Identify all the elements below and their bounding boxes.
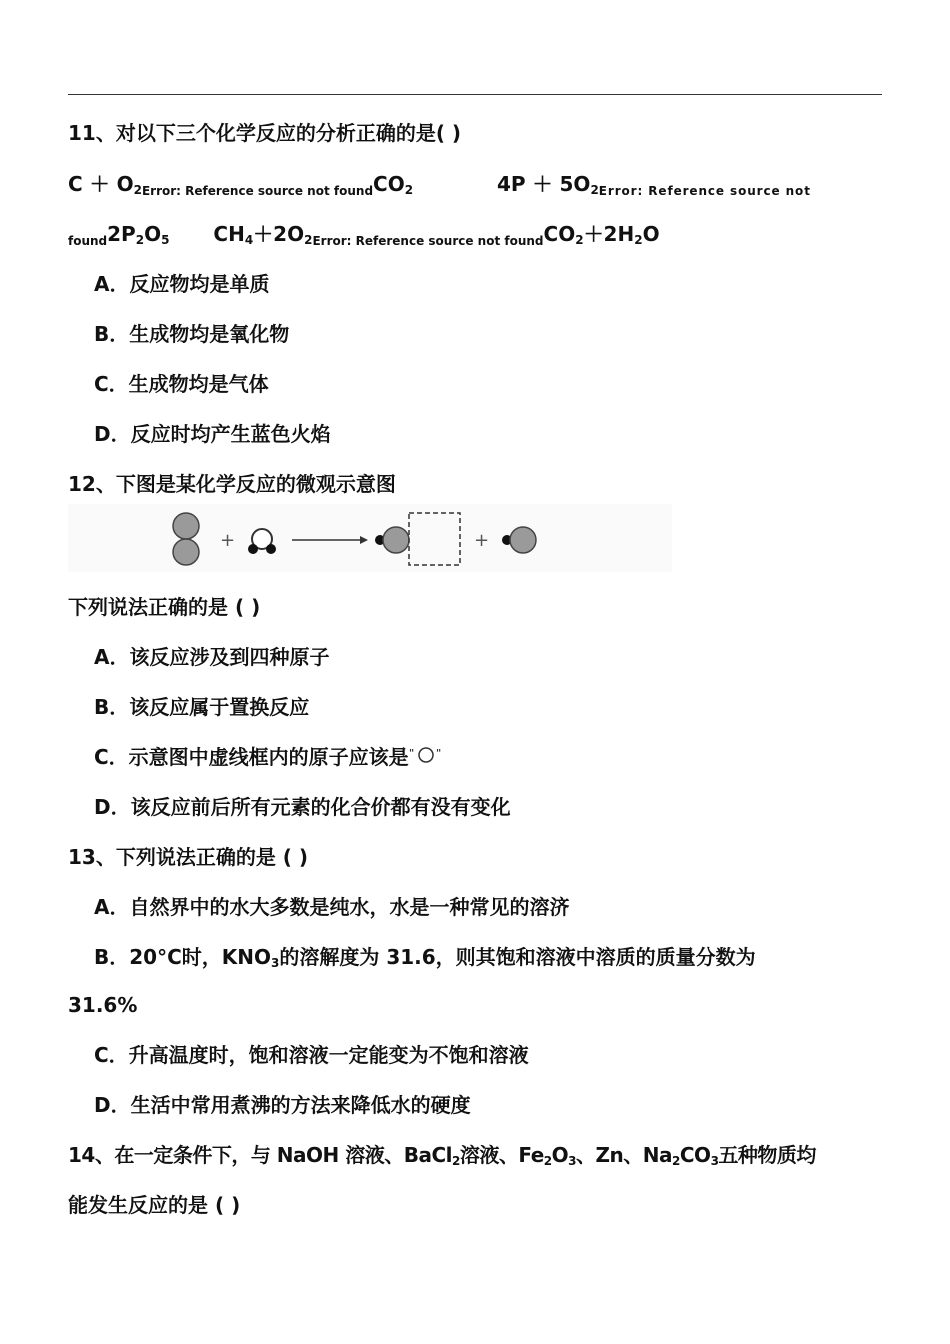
q11-option-d: D．反应时均产生蓝色火焰 xyxy=(94,422,331,446)
q14-title: 14、在一定条件下，与 NaOH 溶液、BaCl$_2$溶液、$Fe_2O_3$、Zn、$Na_2CO_3$五种物质均 xyxy=(68,1143,816,1168)
black-atom xyxy=(248,544,258,554)
gray-atom xyxy=(383,527,409,553)
gray-atom xyxy=(173,513,199,539)
plus-sign: + xyxy=(474,530,490,551)
white-atom-icon xyxy=(409,747,443,771)
q11-option-c: C．生成物均是气体 xyxy=(94,372,269,396)
q12-title: 12、下图是某化学反应的微观示意图 xyxy=(68,472,396,496)
q13-option-b: B．20°C时，$KNO_3$的溶解度为 31.6，则其饱和溶液中溶质的质量分数为 xyxy=(94,945,756,970)
q11-option-a: A．反应物均是单质 xyxy=(94,272,270,296)
q12-option-a: A．该反应涉及到四种原子 xyxy=(94,645,330,669)
header-rule xyxy=(68,94,882,95)
q11-title: 11、对以下三个化学反应的分析正确的是( ) xyxy=(68,121,462,145)
q13-option-d: D．生活中常用煮沸的方法来降低水的硬度 xyxy=(94,1093,471,1117)
molecule-black-gray xyxy=(375,527,409,553)
q14-title-cont: 能发生反应的是 ( ) xyxy=(68,1193,241,1217)
reaction-diagram xyxy=(68,504,672,572)
gray-atom xyxy=(173,539,199,565)
molecule-white-with-two-black xyxy=(248,529,276,554)
q11-equations-line1: $C + O_{2Error: Reference source not found}CO_2$ $4P + 5O_{2Error: Reference source not}$ xyxy=(68,172,811,198)
q13-option-b-cont: 31.6% xyxy=(68,993,138,1017)
gray-atom xyxy=(510,527,536,553)
arrow-head xyxy=(360,536,368,544)
plus-sign: + xyxy=(220,530,236,551)
q11-equations-line2: $_{found}2P_2O_5$ $CH_4+2O_{2Error: Reference source not found}CO_2+2H_2O$ xyxy=(68,222,660,248)
svg-text:": " xyxy=(408,747,414,759)
molecule-black-gray-2 xyxy=(502,527,536,553)
q13-option-a: A．自然界中的水大多数是纯水，水是一种常见的溶济 xyxy=(94,895,570,919)
q13-title: 13、下列说法正确的是 ( ) xyxy=(68,845,309,869)
svg-text:": " xyxy=(435,747,441,759)
q11-option-b: B．生成物均是氧化物 xyxy=(94,322,290,346)
q12-option-d: D．该反应前后所有元素的化合价都有没有变化 xyxy=(94,795,511,819)
dashed-box xyxy=(409,513,460,565)
q12-prompt: 下列说法正确的是 ( ) xyxy=(68,595,261,619)
q13-option-c: C．升高温度时，饱和溶液一定能变为不饱和溶液 xyxy=(94,1043,529,1067)
q12-option-c: C．示意图中虚线框内的原子应该是 " " xyxy=(94,745,441,769)
black-atom xyxy=(266,544,276,554)
molecule-gray-diatomic xyxy=(173,513,199,565)
reaction-diagram-svg xyxy=(68,504,672,572)
q12-option-b: B．该反应属于置换反应 xyxy=(94,695,310,719)
